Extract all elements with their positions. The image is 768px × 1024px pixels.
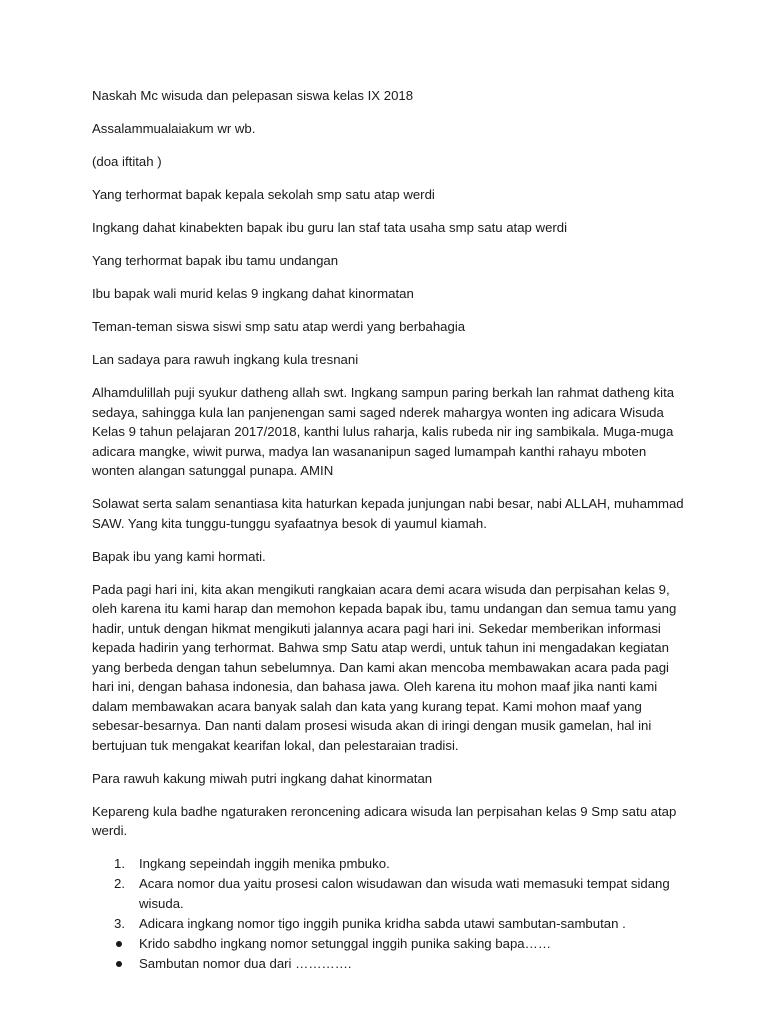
list-item-text: Acara nomor dua yaitu prosesi calon wisudawan dan wisuda wati memasuki tempat sidang wisuda. [139, 876, 670, 911]
bullet-icon [116, 941, 122, 947]
address-honored: Para rawuh kakung miwah putri ingkang dahat kinormatan [92, 770, 433, 786]
list-item-text: Adicara ingkang nomor tigo inggih punika kridha sabda utawi sambutan-sambutan . [139, 915, 626, 931]
address-parents: Ibu bapak wali murid kelas 9 ingkang dahat kinormatan [92, 286, 414, 301]
agenda-list [92, 854, 684, 973]
list-item [92, 954, 684, 974]
address-guests: Yang terhormat bapak ibu tamu undangan [92, 253, 339, 268]
bullet-icon [116, 961, 122, 967]
list-item-text: Krido sabdho ingkang nomor setunggal inggih punika saking bapa…… [139, 935, 552, 951]
list-item-text: Sambutan nomor dua dari …………. [139, 955, 352, 971]
list-item [92, 854, 684, 874]
address-teachers: Ingkang dahat kinabekten bapak ibu guru lan staf tata usaha smp satu atap werdi [92, 220, 568, 235]
list-number: 1. [114, 856, 125, 871]
document-page [92, 86, 684, 974]
list-item [92, 874, 684, 913]
opening-praise: Alhamdulillah puji syukur datheng allah swt. Ingkang sampun paring berkah lan rahmat datheng kita sedaya, sahingga kula lan panjenengan sami saged nderek mahargya wonten ing adicara Wisuda Kelas 9 tahun pelajaran 2017/2018, kanthi lulus raharja, kalis rubeda nir ing sambikala. Muga-muga adicara mangke, wiwit purwa, madya lan wasananipun saged lumampah kanthi rahayu mboten wonten alangan satunggal punapa. AMIN [92, 385, 675, 478]
address-principal: Yang terhormat bapak kepala sekolah smp satu atap werdi [92, 187, 435, 202]
list-number: 2. [114, 876, 125, 891]
list-item [92, 914, 684, 934]
address-students: Teman-teman siswa siswi smp satu atap werdi yang berbahagia [92, 319, 466, 334]
address-all: Lan sadaya para rawuh ingkang kula tresnani [92, 352, 359, 367]
document-title: Naskah Mc wisuda dan pelepasan siswa kelas IX 2018 [92, 88, 414, 103]
agenda-intro: Kepareng kula badhe ngaturaken reroncening adicara wisuda lan perpisahan kelas 9 Smp satu atap werdi. [92, 803, 677, 838]
event-intro: Pada pagi hari ini, kita akan mengikuti rangkaian acara demi acara wisuda dan perpisahan kelas 9, oleh karena itu kami harap dan memohon kepada bapak ibu, tamu undangan dan semua tamu yang hadir, untuk dengan hikmat mengikuti jalannya acara pagi hari ini. Sekedar memberikan informasi kepada hadirin yang terhormat. Bahwa smp Satu atap werdi, untuk tahun ini mengadakan kegiatan yang berbeda dengan tahun sebelumnya. Dan kami akan mencoba membawakan acara pada pagi hari ini, dengan bahasa indonesia, dan bahasa jawa. Oleh karena itu mohon maaf jika nanti kami dalam membawakan acara banyak salah dan kata yang kurang tepat. Kami mohon maaf yang sebesar-besarnya. Dan nanti dalam prosesi wisuda akan di iringi dengan musik gamelan, hal ini bertujuan tuk mengakat kearifan lokal, dan pelestaraian tradisi. [92, 581, 677, 753]
list-item-text: Ingkang sepeindah inggih menika pmbuko. [139, 856, 390, 871]
list-number: 3. [114, 915, 125, 931]
greeting: Assalammualaiakum wr wb. [92, 121, 256, 136]
address-respected: Bapak ibu yang kami hormati. [92, 548, 266, 564]
salawat: Solawat serta salam senantiasa kita haturkan kepada junjungan nabi besar, nabi ALLAH, muhammad SAW. Yang kita tunggu-tunggu syafaatnya besok di yaumul kiamah. [92, 496, 684, 531]
list-item [92, 934, 684, 954]
prayer-note: (doa iftitah ) [92, 154, 162, 169]
